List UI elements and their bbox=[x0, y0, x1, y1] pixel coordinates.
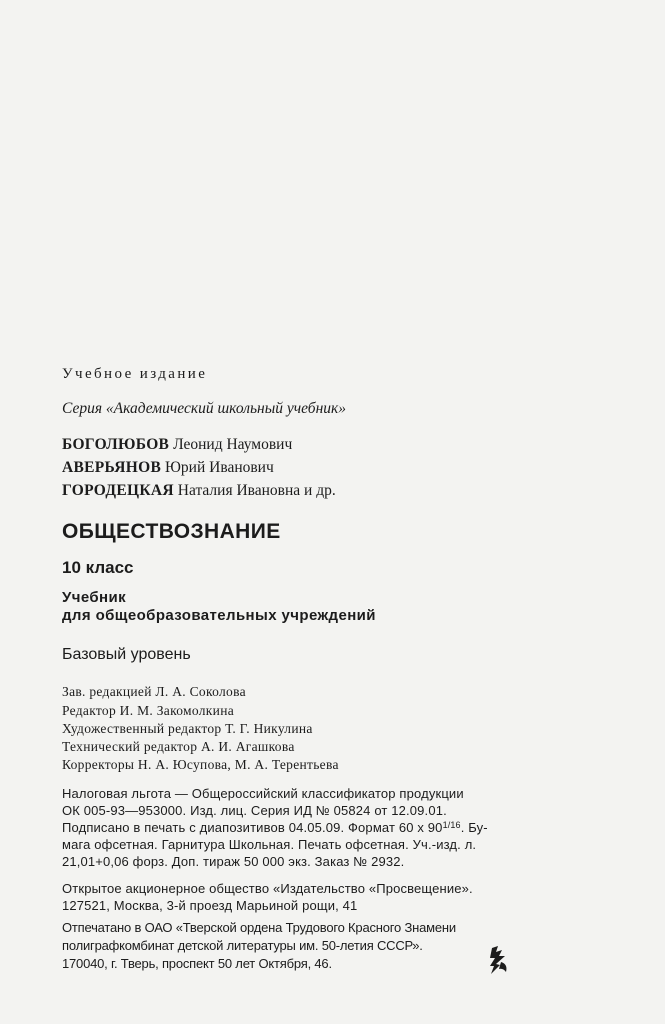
subtitle-line: Учебник bbox=[62, 589, 127, 606]
author-surname: ГОРОДЕЦКАЯ bbox=[62, 482, 174, 499]
author-surname: БОГОЛЮБОВ bbox=[62, 436, 170, 453]
author-name: Наталия Ивановна и др. bbox=[177, 482, 336, 499]
grade-label: 10 класс bbox=[62, 558, 134, 577]
series-title: Серия «Академический школьный учебник» bbox=[62, 400, 347, 417]
credit-line: Корректоры Н. А. Юсупова, М. А. Терентьева bbox=[62, 757, 339, 772]
imprint-text: . Бу- bbox=[460, 820, 488, 835]
credit-line: Зав. редакцией Л. А. Соколова bbox=[62, 684, 246, 699]
author-name: Юрий Иванович bbox=[164, 459, 274, 476]
imprint-line: мага офсетная. Гарнитура Школьная. Печать офсетная. Уч.-изд. л. bbox=[62, 837, 477, 852]
book-title: ОБЩЕСТВОЗНАНИЕ bbox=[62, 520, 281, 543]
printer-logo-icon bbox=[486, 944, 512, 976]
level-label: Базовый уровень bbox=[62, 646, 191, 663]
imprint-line: ОК 005-93—953000. Изд. лиц. Серия ИД № 05824 от 12.09.01. bbox=[62, 803, 447, 818]
credit-line: Технический редактор А. И. Агашкова bbox=[62, 739, 295, 754]
imprint-text: Подписано в печать с диапозитивов 04.05.09. Формат 60 х 90 bbox=[62, 820, 443, 835]
author-line bbox=[62, 459, 274, 477]
author-name: Леонид Наумович bbox=[173, 436, 293, 453]
printer-line: полиграфкомбинат детской литературы им. 50-летия СССР». bbox=[62, 938, 423, 953]
format-fraction: 1/16 bbox=[442, 820, 461, 830]
publisher-line: 127521, Москва, 3-й проезд Марьиной рощи, 41 bbox=[62, 898, 358, 913]
author-line bbox=[62, 436, 292, 454]
author-line bbox=[62, 482, 336, 500]
imprint-line: Налоговая льгота — Общероссийский классификатор продукции bbox=[62, 786, 464, 801]
author-surname: АВЕРЬЯНОВ bbox=[62, 459, 162, 476]
credit-line: Редактор И. М. Закомолкина bbox=[62, 703, 235, 718]
printer-line: Отпечатано в ОАО «Тверской ордена Трудового Красного Знамени bbox=[62, 920, 456, 935]
edition-type: Учебное издание bbox=[62, 366, 208, 382]
imprint-line bbox=[62, 820, 488, 835]
imprint-line: 21,01+0,06 форз. Доп. тираж 50 000 экз. Заказ № 2932. bbox=[62, 854, 405, 869]
subtitle-line: для общеобразовательных учреждений bbox=[62, 607, 376, 624]
publisher-line: Открытое акционерное общество «Издательство «Просвещение». bbox=[62, 881, 473, 896]
printer-line: 170040, г. Тверь, проспект 50 лет Октября, 46. bbox=[62, 956, 332, 971]
credit-line: Художественный редактор Т. Г. Никулина bbox=[62, 721, 313, 736]
